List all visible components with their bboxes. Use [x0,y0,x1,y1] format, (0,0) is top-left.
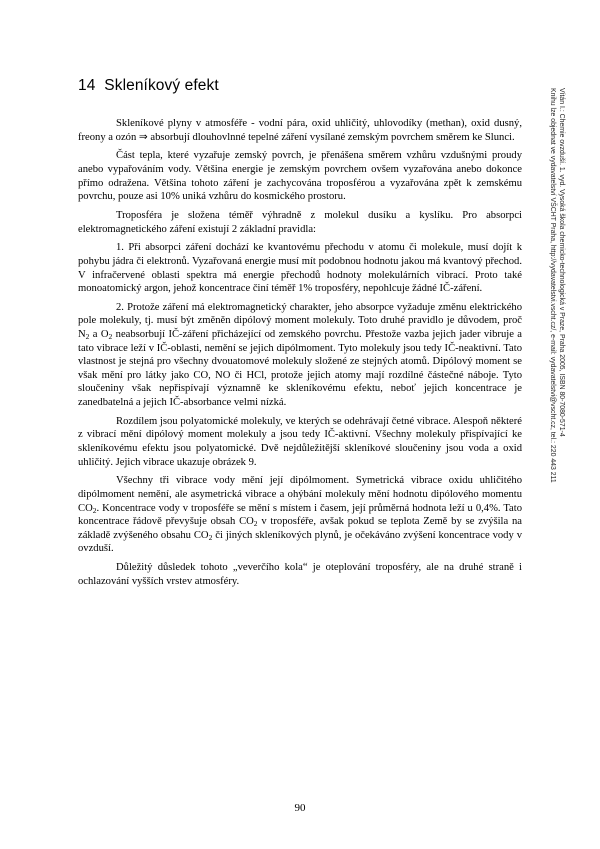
paragraph-text: v troposféře, avšak pokud se teplota Země by se zvýšila na základě zvýšeného obsahu CO [78,516,522,541]
paragraph-text: Troposféra je složena téměř výhradně z molekul dusíku a kyslíku. Pro absorpci elektromagnetického záření existují 2 základní pravidla: [78,209,522,235]
paragraph-text: 1. Při absorpci záření dochází ke kvantovému přechodu v atomu či molekule, musí dojít k pohybu jádra či elektronů. Vyzařovaná energie musí mít podobnou hodnotu jakou má kvantový přechod. V infračervené oblasti spektra má energie přechodů hodnoty molekulárních vibrací. Proto také monoatomický argon, jehož koncentrace činí téměř 1% troposféry, nepohlcuje žádné IČ-záření. [78,242,522,295]
paragraph [78,209,522,236]
subscript: 2 [85,332,90,342]
paragraph-text: Důležitý důsledek tohoto „veverčího kola“ je oteplování troposféry, ale na druhé straně i ochlazování vyšších vrstev atmosféry. [78,562,522,587]
page-number: 90 [294,802,306,814]
paragraph-text: . Koncentrace vody v troposféře se mění s místem i časem, její průměrná hodnota leží u 0,4%. Tato koncentrace řádově převyšuje obsah CO [78,502,522,528]
paragraph-text: či jiných skleníkových plynů, je očekáváno zvýšení koncentrace vody v ovzduší. [78,529,522,555]
side-note [548,88,566,483]
subscript: 2 [208,532,213,542]
paragraph-text: Všechny tři vibrace vody mění její dipólmoment. Symetrická vibrace oxidu uhličitého dipólmoment nemění, ale asymetrická vibrace a ohýbání molekuly mění hodnotu dipólového momentu CO [78,475,522,514]
paragraph-text: neabsorbují IČ-záření přicházející od zemského povrchu. Přestože vazba jejich jader vibruje a tato vibrace leží v IČ-oblasti, nemění se jejich dipólmoment. Tyto molekuly jsou tedy IČ-neaktivní. Tato vlastnost je stejná pro všechny dvouatomové molekuly složené ze stejných atomů. Dipólový moment se však mění pro látky jako CO, NO či HCl, protože jejich atomy mají rozdílné částečné náboje. Tyto sloučeniny však nepřispívají významně ke skleníkovému efektu, neboť jejich koncentrace je zanedbatelná a jejich IČ-absorbance velmi nízká. [78,329,522,409]
paragraph [78,474,522,556]
paragraph [78,561,522,588]
paragraph-text: 2. Protože záření má elektromagnetický charakter, jeho absorpce vyžaduje změnu elektrického pole molekuly, tj. musí být změněn dipólový moment molekuly. Toto druhé pravidlo je důvodem, proč N [78,301,522,341]
chapter-title-text: Skleníkový efekt [104,77,219,94]
paragraph-text: Skleníkové plyny v atmosféře - vodní pára, oxid uhličitý, uhlovodíky (methan), oxid dusný, freony a ozón ⇒ absorbují dlouhovlnné tepelné záření vysílané zemským povrchem směrem ke Slunci. [78,118,522,143]
subscript: 2 [253,519,258,529]
side-note-citation: Vítán I.: Chemie ovzduší. 1. vyd. Vysoká škola chemicko-technologická v Praze, Praha 2005, ISBN 80-7080-571-4 [558,88,565,437]
subscript: 2 [108,332,113,342]
body-text [78,117,522,594]
chapter-title [78,77,219,95]
subscript: 2 [92,505,97,515]
paragraph [78,117,522,144]
paragraph-text: Rozdílem jsou polyatomické molekuly, ve kterých se odehrávají četné vibrace. Alespoň některé z vibrací mění dipólový moment molekuly a jsou tedy IČ-aktivní. Všechny molekuly přispívající ke skleníkovému efektu jsou polyatomické. Dvě nejdůležitější skleníkové sloučeniny jsou voda a oxid uhličitý. Jejich vibrace ukazuje obrázek 9. [78,415,522,468]
paragraph-text: a O [89,329,109,341]
paragraph [78,149,522,203]
paragraph [78,301,522,410]
chapter-number: 14 [78,77,96,94]
paragraph [78,241,522,295]
side-note-ordering: Knihu lze objednat ve vydavatelství VŠCHT Praha, http://vydavatelstvi.vscht.cz/, e-mail: vydavatelstvi@vscht.cz, tel.: 220 443 211 [549,88,556,483]
paragraph [78,415,522,469]
paragraph-text: Část tepla, které vyzařuje zemský povrch, je přenášena směrem vzhůru vzdušnými proudy anebo vypařováním vody. Většina energie je zemským povrchem ovšem vyzařována anebo dokonce přímo odražena. Většina tohoto záření je zachycována troposférou a vyzařována zpět k zemskému povrchu, pouze asi 10% uniká vzhůru do kosmického prostoru. [78,150,522,203]
